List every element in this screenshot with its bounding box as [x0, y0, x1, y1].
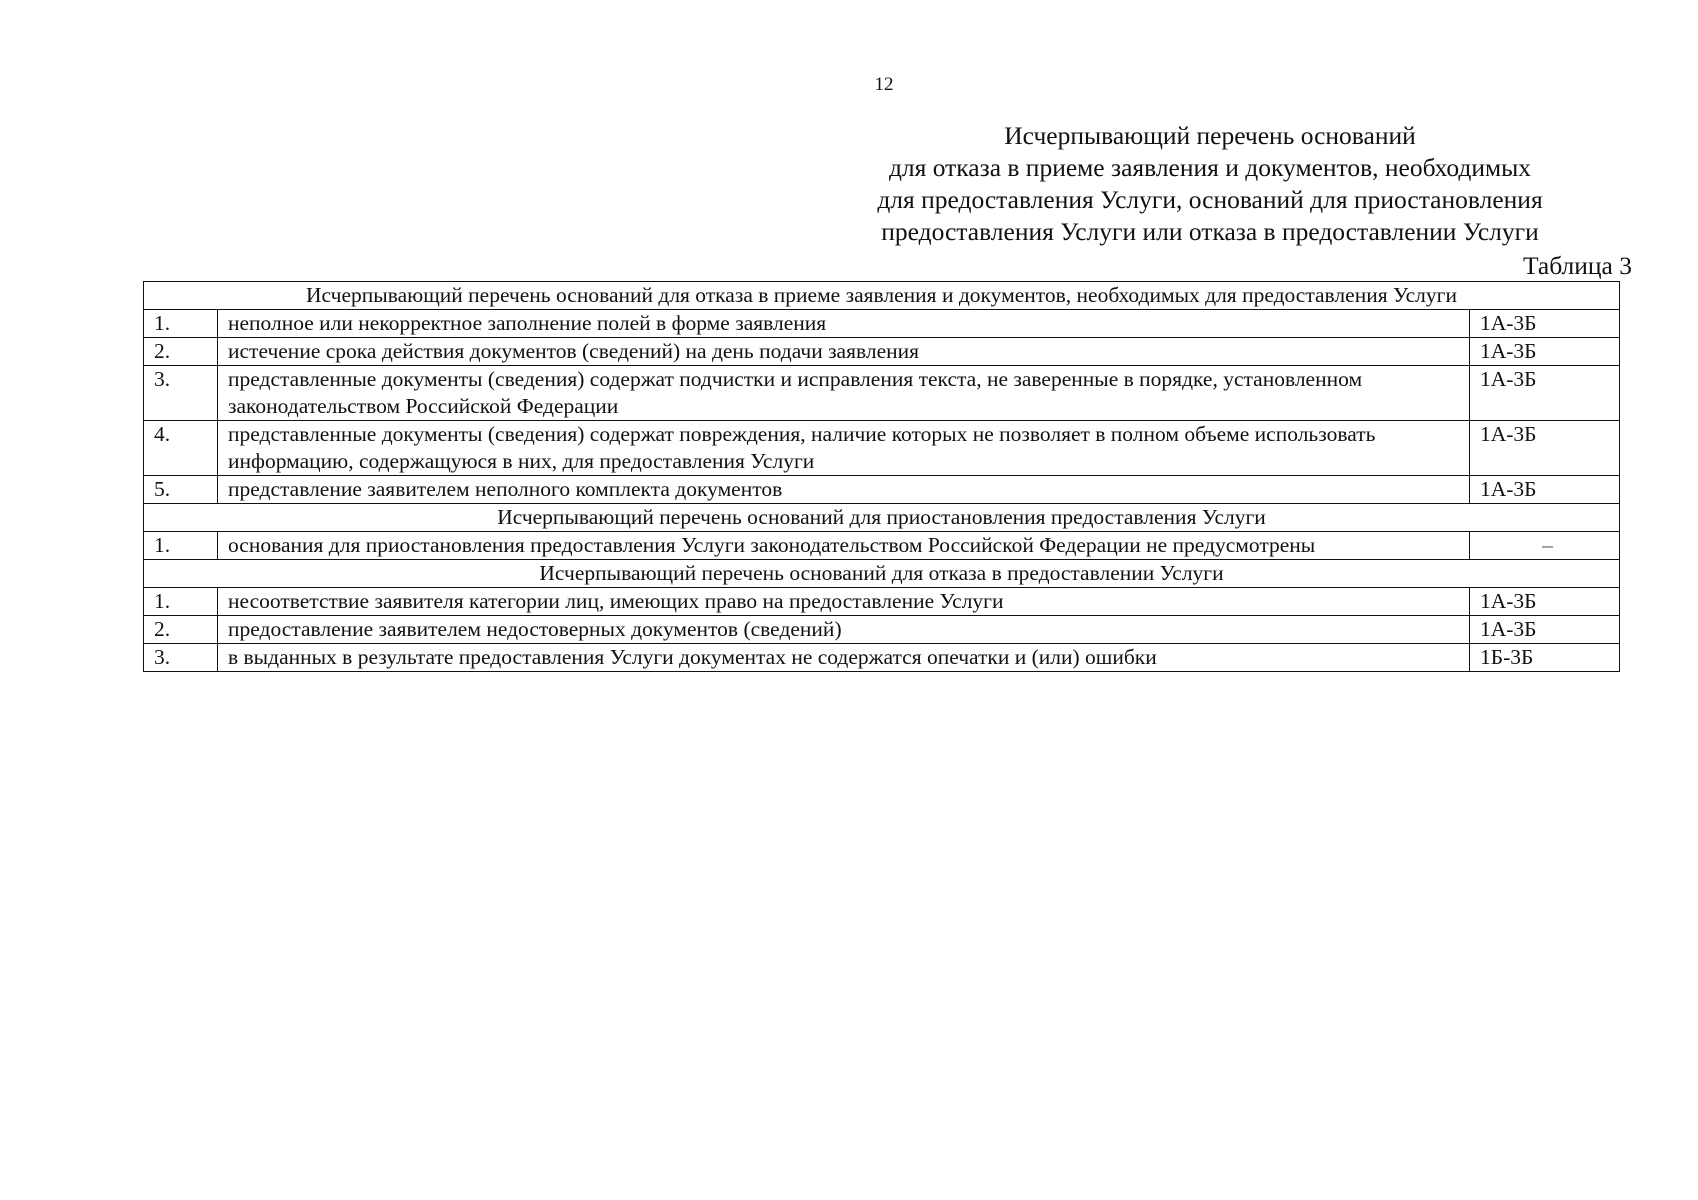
title-line: предоставления Услуги или отказа в предоставлении Услуги	[881, 217, 1539, 246]
row-number: 2.	[144, 338, 218, 366]
section-heading: Исчерпывающий перечень оснований для приостановления предоставления Услуги	[144, 504, 1620, 532]
row-text: представление заявителем неполного комплекта документов	[218, 476, 1470, 504]
row-code: 1А-3Б	[1470, 310, 1620, 338]
page-number: 12	[874, 74, 894, 95]
row-text: основания для приостановления предоставления Услуги законодательством Российской Федерации не предусмотрены	[218, 532, 1470, 560]
table-row	[144, 644, 1620, 672]
table-row	[144, 421, 1620, 476]
table-row	[144, 310, 1620, 338]
table-row	[144, 338, 1620, 366]
row-text: представленные документы (сведения) содержат подчистки и исправления текста, не заверенные в порядке, установленном законодательством Российской Федерации	[218, 366, 1470, 421]
row-text: представленные документы (сведения) содержат повреждения, наличие которых не позволяет в полном объеме использовать информацию, содержащуюся в них, для предоставления Услуги	[218, 421, 1470, 476]
table-row	[144, 616, 1620, 644]
row-number: 3.	[144, 644, 218, 672]
table-row	[144, 532, 1620, 560]
row-code: 1А-3Б	[1470, 338, 1620, 366]
title-line: для отказа в приеме заявления и документов, необходимых	[888, 153, 1532, 182]
section-heading: Исчерпывающий перечень оснований для отказа в предоставлении Услуги	[144, 560, 1620, 588]
row-number: 1.	[144, 588, 218, 616]
section-header-row	[144, 282, 1620, 310]
row-text: несоответствие заявителя категории лиц, имеющих право на предоставление Услуги	[218, 588, 1470, 616]
row-number: 1.	[144, 532, 218, 560]
title-line: Исчерпывающий перечень оснований	[1004, 121, 1416, 150]
row-number: 2.	[144, 616, 218, 644]
section-header-row	[144, 504, 1620, 532]
document-title	[660, 120, 1698, 248]
row-number: 5.	[144, 476, 218, 504]
row-code: 1А-3Б	[1470, 366, 1620, 421]
reasons-table	[143, 281, 1620, 672]
row-code: 1А-3Б	[1470, 476, 1620, 504]
row-number: 1.	[144, 310, 218, 338]
row-code: 1Б-3Б	[1470, 644, 1620, 672]
row-text: истечение срока действия документов (сведений) на день подачи заявления	[218, 338, 1470, 366]
row-code: 1А-3Б	[1470, 421, 1620, 476]
row-number: 3.	[144, 366, 218, 421]
row-code: –	[1470, 532, 1620, 560]
table-row	[144, 366, 1620, 421]
section-heading: Исчерпывающий перечень оснований для отказа в приеме заявления и документов, необходимых для предоставления Услуги	[144, 282, 1620, 310]
section-header-row	[144, 560, 1620, 588]
table-caption: Таблица 3	[1522, 251, 1632, 280]
row-code: 1А-3Б	[1470, 588, 1620, 616]
row-code: 1А-3Б	[1470, 616, 1620, 644]
title-line: для предоставления Услуги, оснований для приостановления	[877, 185, 1543, 214]
row-text: в выданных в результате предоставления Услуги документах не содержатся опечатки и (или) ошибки	[218, 644, 1470, 672]
table-row	[144, 588, 1620, 616]
table-row	[144, 476, 1620, 504]
row-text: предоставление заявителем недостоверных документов (сведений)	[218, 616, 1470, 644]
row-number: 4.	[144, 421, 218, 476]
row-text: неполное или некорректное заполнение полей в форме заявления	[218, 310, 1470, 338]
